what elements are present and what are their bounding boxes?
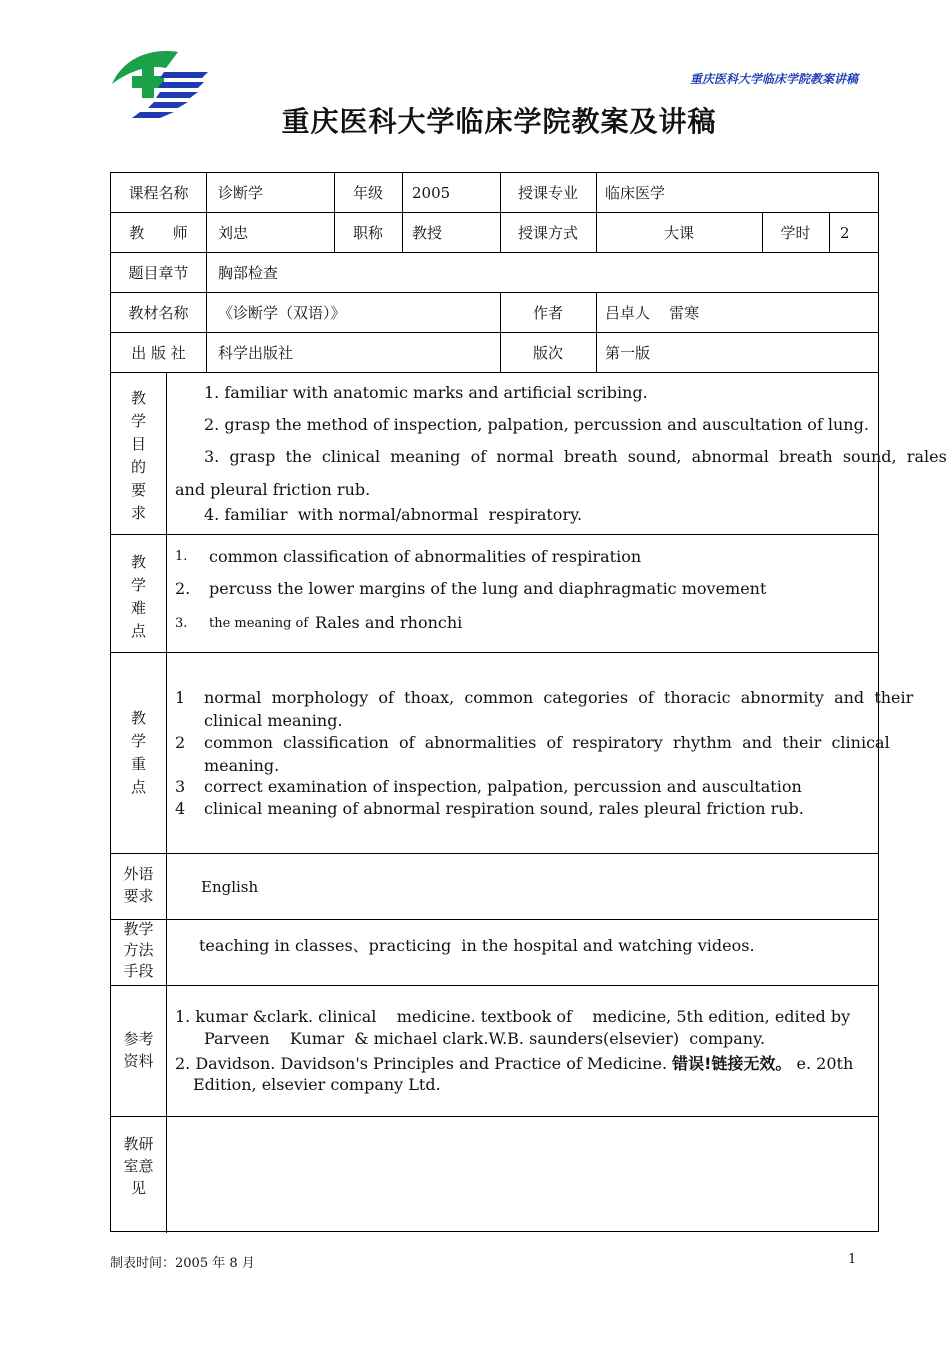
reference-item: 2. Davidson. Davidson's Principles and Practice of Medicine. 错误!链接无效。 e. 20th xyxy=(175,1054,854,1073)
reference-item: 1. kumar &clark. clinical medicine. textbook of medicine, 5th edition, edited by xyxy=(175,1007,851,1026)
publisher-value: 科学出版社 xyxy=(218,344,294,362)
major-value: 临床医学 xyxy=(605,184,666,202)
objective-item: 4. familiar with normal/abnormal respiratory. xyxy=(204,505,583,524)
difficulty-item: common classification of abnormalities of respiration xyxy=(209,547,642,566)
course-name-value: 诊断学 xyxy=(218,184,264,202)
key-point-number: 4 xyxy=(175,799,186,818)
page-number: 1 xyxy=(848,1252,857,1267)
key-points-label: 教 学 重 点 xyxy=(130,709,146,796)
key-point-item: correct examination of inspection, palpation, percussion and auscultation xyxy=(204,777,802,796)
key-point-item: normal morphology of thoax, common categories of thoracic abnormity and their xyxy=(204,688,914,707)
grade-value: 2005 xyxy=(412,184,451,202)
department-opinion-label: 教研 室意 见 xyxy=(123,1135,154,1197)
difficulty-item: percuss the lower margins of the lung and diaphragmatic movement xyxy=(209,579,767,598)
key-point-item: common classification of abnormalities of respiratory rhythm and their clinical xyxy=(204,733,890,752)
difficulty-item-prefix: the meaning of xyxy=(209,616,309,631)
rank-label: 职称 xyxy=(352,224,383,242)
rank-value: 教授 xyxy=(412,224,443,242)
references-label: 参考 资料 xyxy=(123,1030,154,1070)
reference-item-cont: Parveen Kumar & michael clark.W.B. saunders(elsevier) company. xyxy=(204,1029,766,1048)
major-label: 授课专业 xyxy=(517,184,578,202)
difficulty-number: 1. xyxy=(175,549,188,564)
difficulty-number: 2. xyxy=(175,579,191,598)
course-name-label: 课程名称 xyxy=(128,184,189,202)
broken-link-error: 错误!链接无效。 xyxy=(672,1054,792,1073)
textbook-label: 教材名称 xyxy=(128,304,189,322)
teaching-method-value: 大课 xyxy=(663,224,694,242)
language-label: 外语 要求 xyxy=(123,865,154,905)
topic-value: 胸部检查 xyxy=(218,264,279,282)
reference-item-cont: Edition, elsevier company Ltd. xyxy=(193,1075,441,1094)
difficulties-label: 教 学 难 点 xyxy=(130,553,146,640)
objectives-label: 教 学 目 的 要 求 xyxy=(130,389,146,522)
author-value: 吕卓人 雷寒 xyxy=(605,304,700,322)
teacher-label: 教 师 xyxy=(129,224,188,242)
grade-label: 年级 xyxy=(352,184,383,202)
key-point-number: 1 xyxy=(175,688,186,707)
objective-item: and pleural friction rub. xyxy=(175,480,371,499)
teaching-methods-value: teaching in classes、practicing in the hospital and watching videos. xyxy=(199,936,755,955)
key-point-item: clinical meaning of abnormal respiration sound, rales pleural friction rub. xyxy=(204,799,804,818)
document-title: 重庆医科大学临床学院教案及讲稿 xyxy=(281,105,717,138)
running-header: 重庆医科大学临床学院教案讲稿 xyxy=(689,72,858,86)
edition-label: 版次 xyxy=(532,344,563,362)
objective-item: 1. familiar with anatomic marks and artificial scribing. xyxy=(204,383,648,402)
language-value: English xyxy=(201,878,259,896)
author-label: 作者 xyxy=(532,304,563,322)
objective-item: 3. grasp the clinical meaning of normal breath sound, abnormal breath sound, rales xyxy=(204,447,947,466)
key-point-item-cont: meaning. xyxy=(204,756,280,775)
topic-label: 题目章节 xyxy=(128,264,189,282)
edition-value: 第一版 xyxy=(605,344,651,362)
teaching-method-label: 授课方式 xyxy=(517,224,578,242)
teaching-methods-label: 教学 方法 手段 xyxy=(123,920,154,980)
key-point-number: 3 xyxy=(175,777,186,796)
key-point-item-cont: clinical meaning. xyxy=(204,711,343,730)
hours-value: 2 xyxy=(840,224,850,242)
teacher-value: 刘忠 xyxy=(218,224,249,242)
difficulty-item: Rales and rhonchi xyxy=(315,613,463,632)
objective-item: 2. grasp the method of inspection, palpation, percussion and auscultation of lung. xyxy=(204,415,869,434)
key-point-number: 2 xyxy=(175,733,186,752)
lesson-plan-table xyxy=(110,172,947,1232)
publisher-label: 出 版 社 xyxy=(131,344,186,362)
footer-made-time: 制表时间：2005 年 8 月 xyxy=(110,1256,255,1271)
textbook-value: 《诊断学（双语）》 xyxy=(218,304,346,322)
hours-label: 学时 xyxy=(780,224,811,242)
difficulty-number: 3. xyxy=(175,616,188,631)
